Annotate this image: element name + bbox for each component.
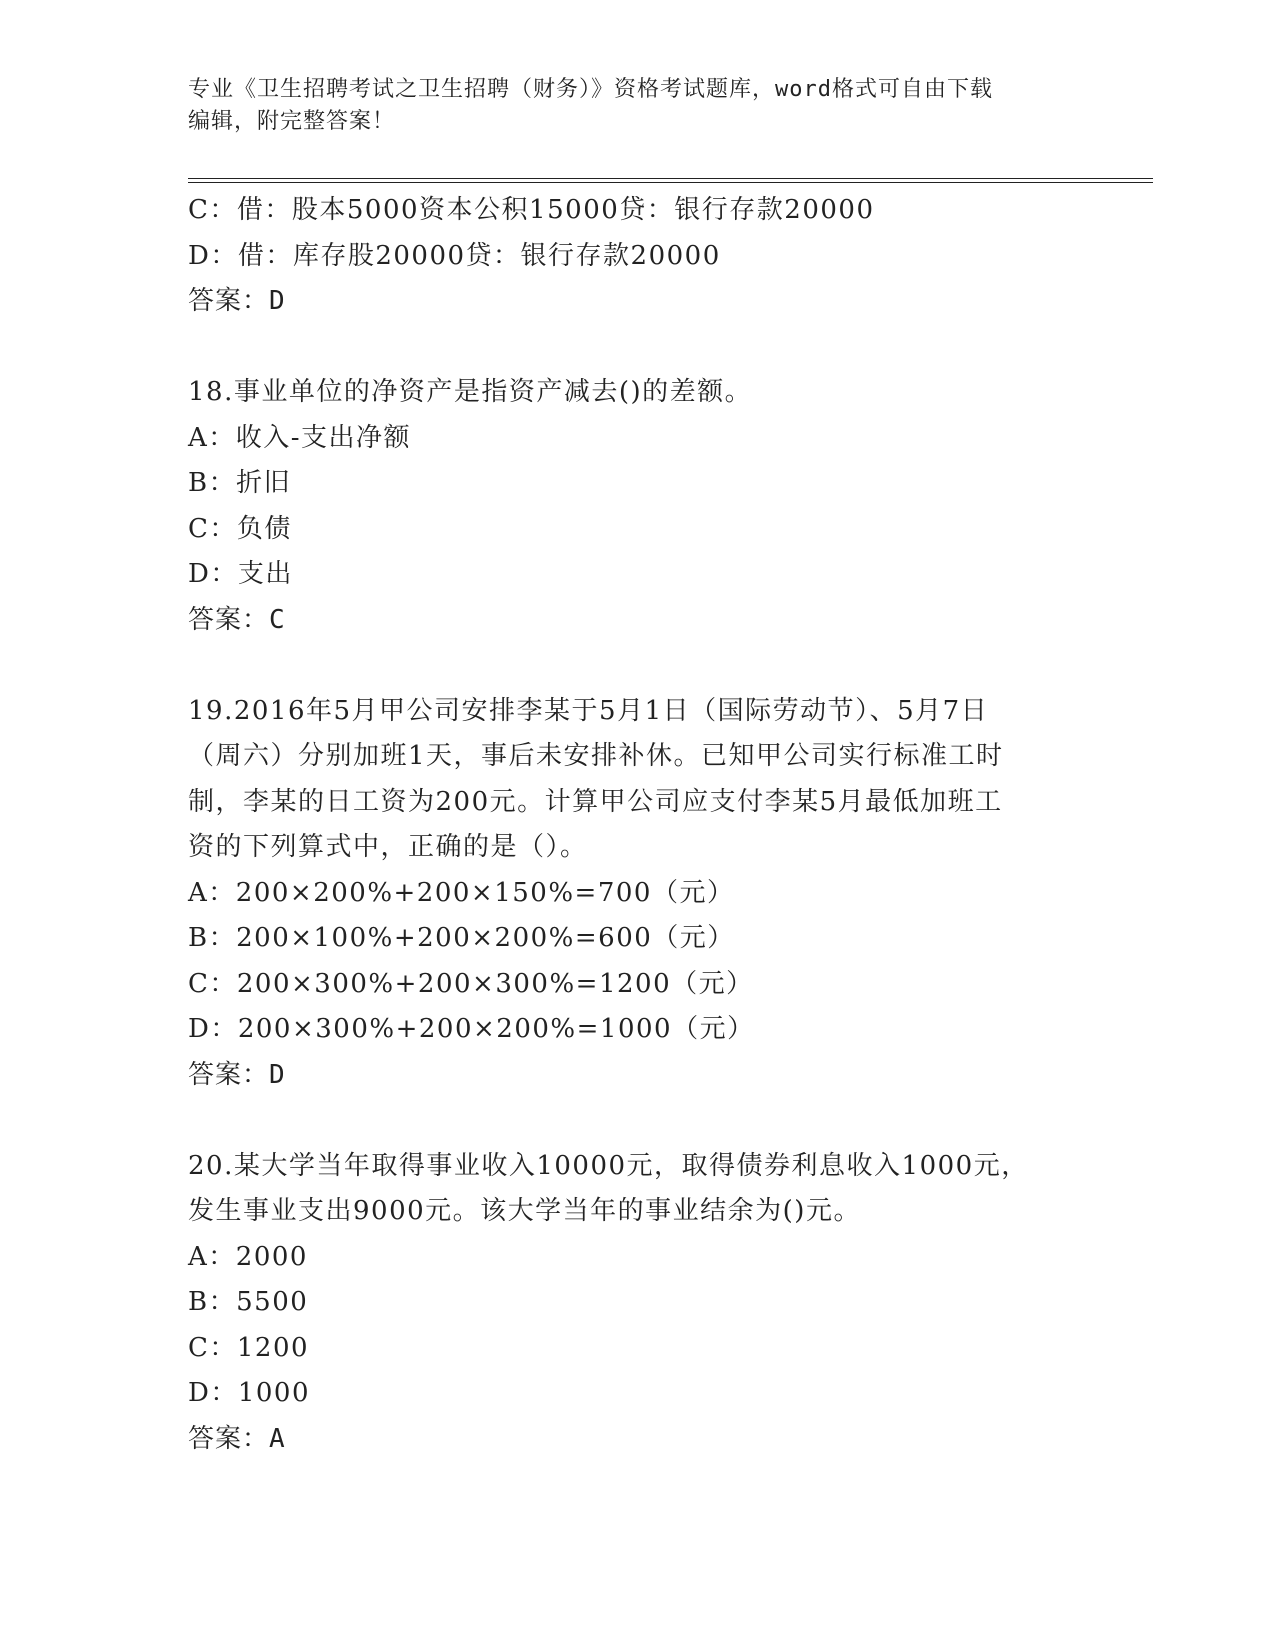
spacer [188,1098,1088,1144]
question-stem: 19.2016年5月甲公司安排李某于5月1日（国际劳动节）、5月7日 [188,695,989,726]
option-d: D：1000 [188,1378,311,1408]
answer-line [188,1053,1088,1099]
option-d: D：借：库存股20000贷：银行存款20000 [188,240,721,271]
option-c: C：负债 [188,513,292,544]
option-c: C：200×300%+200×300%=1200（元） [188,968,754,999]
answer-value: A [269,1423,286,1454]
option-b: B：折旧 [188,468,292,498]
spacer [188,325,1088,371]
answer-value: D [269,286,286,316]
document-header [188,74,1088,138]
question-stem: 资的下列算式中，正确的是（）。 [188,832,588,862]
question-block [188,370,1088,643]
option-d: D：支出 [188,559,293,589]
header-divider-bottom [188,182,1153,183]
question-content [188,188,1088,1462]
option-b: B：200×100%+200×200%=600（元） [188,923,735,953]
question-stem: 20.某大学当年取得事业收入10000元，取得债券利息收入1000元， [188,1150,1029,1181]
answer-value: D [269,1059,286,1090]
answer-line [188,598,1088,644]
option-a: A：200×200%+200×150%=700（元） [188,877,735,908]
spacer [188,643,1088,689]
answer-label: 答案： [188,604,270,635]
question-stem: （周六）分别加班1天，事后未安排补休。已知甲公司实行标准工时 [188,741,1004,771]
answer-value: C [269,604,286,635]
answer-label: 答案： [188,1423,270,1454]
option-d: D：200×300%+200×200%=1000（元） [188,1014,755,1044]
question-stem: 发生事业支出9000元。该大学当年的事业结余为()元。 [188,1196,861,1226]
option-a: A：2000 [188,1241,308,1272]
question-stem: 制，李某的日工资为200元。计算甲公司应支付李某5月最低加班工 [188,786,1003,817]
answer-label: 答案： [188,1059,270,1090]
answer-line [188,279,1088,325]
question-block [188,1144,1088,1463]
header-line-1: 专业《卫生招聘考试之卫生招聘（财务）》资格考试题库，word格式可自由下载 [188,77,993,102]
question-block [188,689,1088,1099]
header-line-2: 编辑，附完整答案！ [188,109,396,134]
option-c: C：借：股本5000资本公积15000贷：银行存款20000 [188,195,875,225]
question-stem: 18.事业单位的净资产是指资产减去()的差额。 [188,377,753,407]
answer-line [188,1417,1088,1463]
answer-label: 答案： [188,286,270,316]
header-divider-top [188,178,1153,179]
option-b: B：5500 [188,1287,309,1317]
option-c: C：1200 [188,1332,310,1363]
option-a: A：收入-支出净额 [188,422,412,453]
